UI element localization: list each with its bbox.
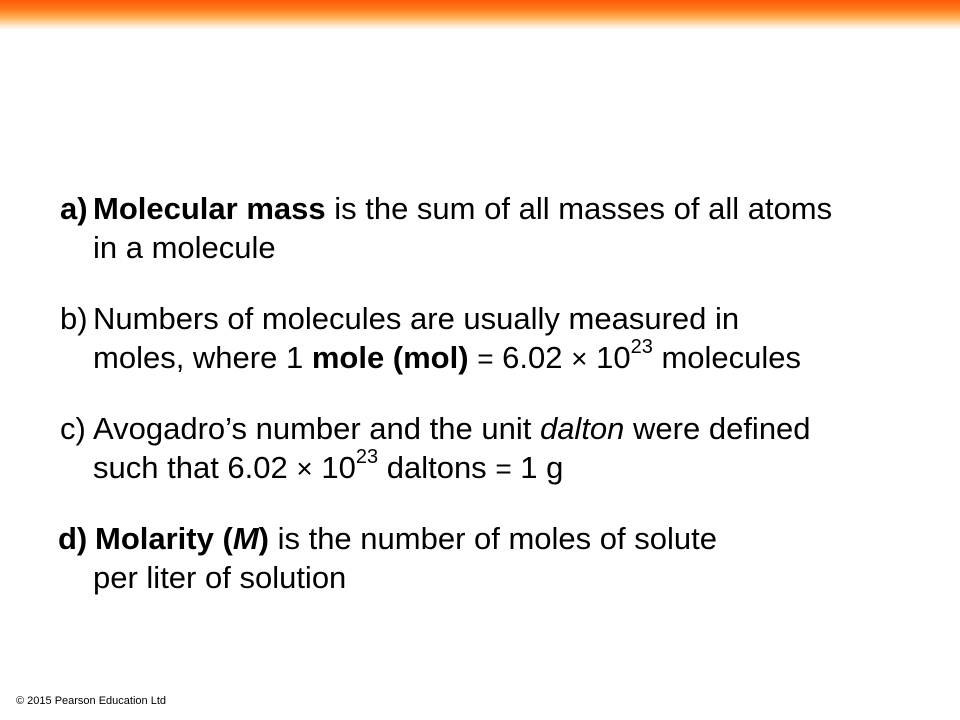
top-accent-bar xyxy=(0,0,960,30)
power-exponent: 23 xyxy=(630,335,653,358)
molarity-symbol: M xyxy=(232,521,259,556)
list-marker: a) xyxy=(60,191,88,226)
list-item-a xyxy=(60,189,940,267)
term-mole: mole (mol) xyxy=(311,340,469,375)
item-line: per liter of solution xyxy=(93,560,347,595)
item-line xyxy=(93,445,940,488)
list-marker: c) xyxy=(60,411,86,446)
list-item-c xyxy=(60,409,940,488)
list-marker: d) xyxy=(58,521,88,556)
power-exponent: 23 xyxy=(355,445,379,468)
result-value: 1 g xyxy=(520,450,564,485)
equals-sign: = xyxy=(477,343,494,374)
power-base: 10 xyxy=(596,340,631,375)
open-paren: ( xyxy=(222,521,233,556)
item-text: Avogadro’s number and the unit xyxy=(93,411,540,446)
list-item-d xyxy=(60,519,940,597)
term-molecular-mass: Molecular mass xyxy=(93,191,326,226)
item-text: is the number of moles of solute xyxy=(268,521,717,556)
item-text: were defined xyxy=(624,411,811,446)
unit-text: daltons xyxy=(386,450,487,485)
item-line xyxy=(95,519,940,558)
item-line: Numbers of molecules are usually measured in xyxy=(93,301,740,336)
equals-sign: = xyxy=(495,453,512,484)
times-sign: × xyxy=(296,453,313,484)
times-sign: × xyxy=(571,343,588,374)
list-marker: b) xyxy=(60,301,88,336)
copyright-footer: © 2015 Pearson Education Ltd xyxy=(16,695,166,707)
term-dalton: dalton xyxy=(539,411,625,446)
item-line xyxy=(93,189,940,228)
item-line xyxy=(93,335,940,378)
power-base: 10 xyxy=(321,450,356,485)
unit-text: molecules xyxy=(661,340,802,375)
item-text: such that 6.02 xyxy=(93,450,288,485)
item-text: is the sum of all masses of all atoms xyxy=(325,191,833,226)
term-molarity: Molarity xyxy=(95,521,214,556)
close-paren: ) xyxy=(258,521,269,556)
item-text: moles, where 1 xyxy=(93,340,312,375)
item-line xyxy=(93,409,940,448)
item-line: in a molecule xyxy=(93,230,276,265)
number-value: 6.02 xyxy=(502,340,563,375)
list-item-b xyxy=(60,299,940,378)
